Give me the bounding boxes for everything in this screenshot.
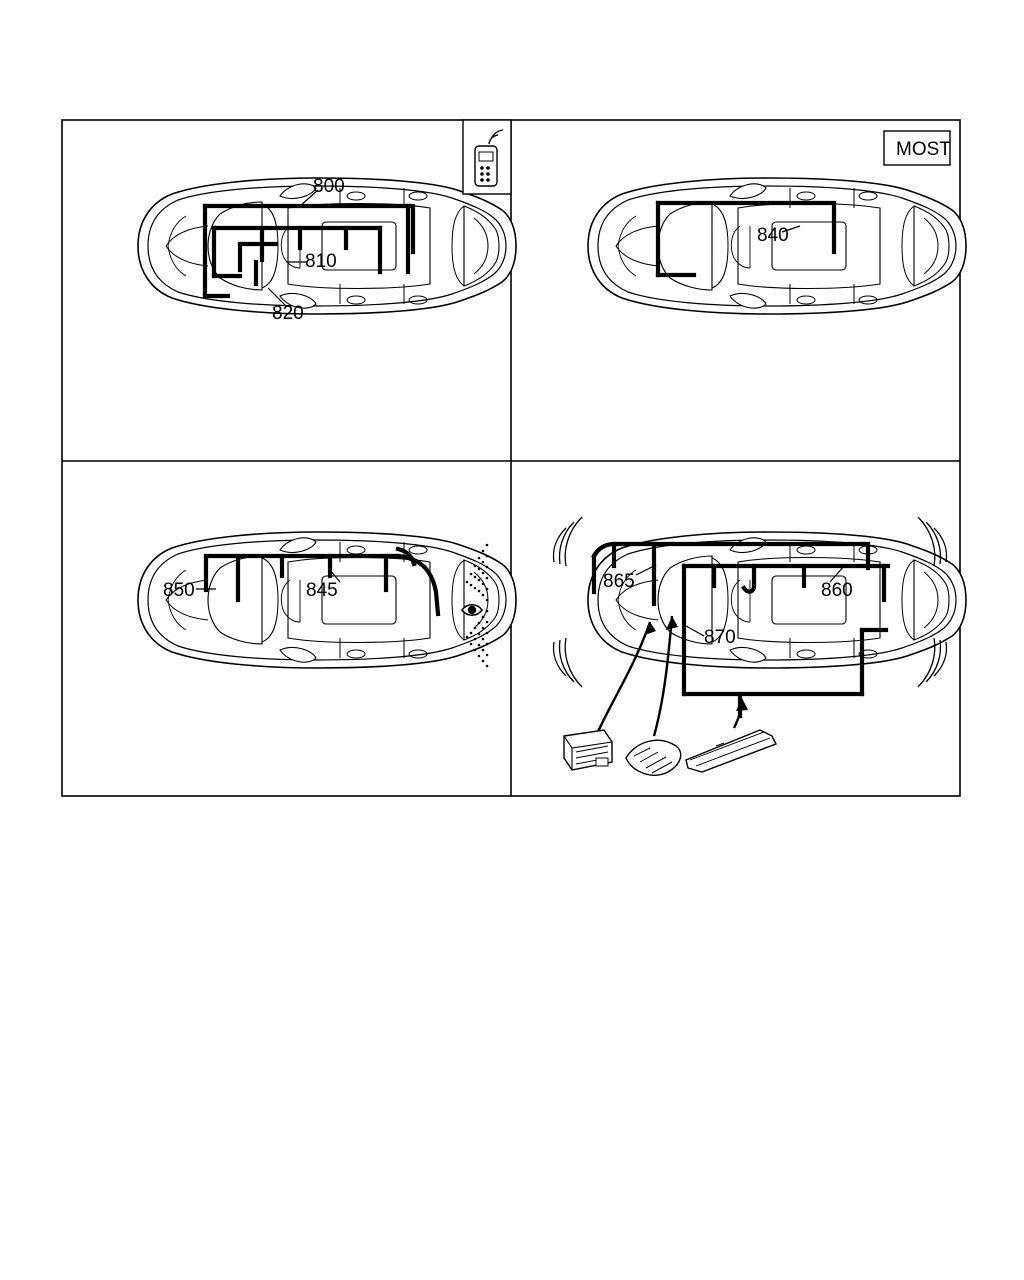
- callout-845: 845: [306, 580, 338, 601]
- panel-bottom-left: [138, 532, 516, 668]
- callout-865: 865: [603, 571, 635, 592]
- callout-870: 870: [704, 627, 736, 648]
- control-module-part: [564, 730, 612, 770]
- callout-810: 810: [305, 251, 337, 272]
- most-badge-label: MOST: [896, 139, 951, 160]
- callout-800: 800: [313, 176, 345, 197]
- key-fob-icon-box: [463, 120, 511, 194]
- callout-820: 820: [272, 303, 304, 324]
- most-badge: [884, 131, 951, 165]
- callout-850: 850: [163, 580, 195, 601]
- callout-860: 860: [821, 580, 853, 601]
- callout-840: 840: [757, 225, 789, 246]
